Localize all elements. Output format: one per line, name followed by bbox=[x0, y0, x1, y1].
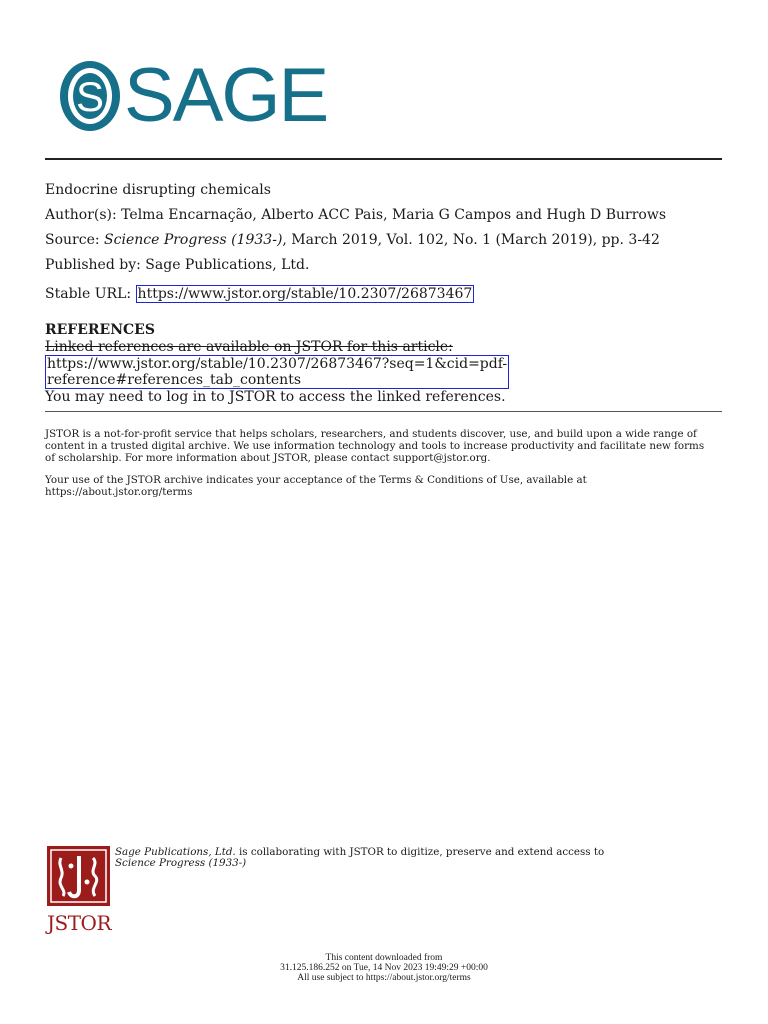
jstor-logo-text: JSTOR bbox=[47, 911, 112, 935]
sage-logo bbox=[58, 53, 328, 138]
section-divider bbox=[45, 411, 722, 412]
publisher-value: Sage Publications, Ltd. bbox=[145, 257, 310, 273]
references-note: You may need to log in to JSTOR to access the linked references. bbox=[45, 389, 506, 405]
collab-journal: Science Progress (1933-) bbox=[115, 857, 247, 869]
article-metadata bbox=[45, 178, 725, 307]
references-section bbox=[45, 339, 735, 405]
publisher-label: Published by: bbox=[45, 257, 141, 273]
header-divider bbox=[45, 158, 722, 160]
footer-line-3: All use subject to https://about.jstor.org/terms bbox=[297, 973, 471, 983]
svg-text:S: S bbox=[75, 73, 105, 120]
source-journal: Science Progress (1933-) bbox=[104, 232, 283, 248]
stable-url-line bbox=[45, 282, 725, 307]
collab-text: is collaborating with JSTOR to digitize, preserve and extend access to bbox=[235, 846, 605, 858]
notice-paragraph-1: JSTOR is a not-for-profit service that helps scholars, researchers, and students discover, use, and build upon a wide range of content in a trusted digital archive. We use information technology and tools to increase productivity and facilitate new forms of scholarship. For more information about JSTOR, please contact support@jstor.org. bbox=[45, 428, 705, 464]
jstor-emblem-icon bbox=[47, 846, 110, 906]
authors-line bbox=[45, 203, 725, 228]
footer-line-1: This content downloaded from bbox=[325, 953, 443, 963]
sage-logo-text: SAGE bbox=[124, 53, 328, 138]
collaboration-statement bbox=[115, 847, 675, 869]
stable-url-label: Stable URL: bbox=[45, 286, 132, 302]
source-details: , March 2019, Vol. 102, No. 1 (March 2019), pp. 3-42 bbox=[282, 232, 660, 248]
references-link-line1[interactable]: https://www.jstor.org/stable/10.2307/26873467?seq=1&cid=pdf- bbox=[47, 356, 508, 372]
authors-label: Author(s): bbox=[45, 207, 117, 223]
stable-url-link[interactable]: https://www.jstor.org/stable/10.2307/26873467 bbox=[137, 286, 473, 302]
article-title: Endocrine disrupting chemicals bbox=[45, 182, 271, 198]
references-link[interactable] bbox=[45, 355, 509, 389]
footer-line-2: 31.125.186.252 on Tue, 14 Nov 2023 19:49:29 +00:00 bbox=[280, 963, 488, 973]
jstor-logo bbox=[47, 846, 110, 935]
sage-s-emblem-icon bbox=[58, 58, 122, 134]
download-footer bbox=[0, 953, 768, 983]
collab-publisher: Sage Publications, Ltd. bbox=[115, 846, 236, 858]
jstor-notice bbox=[45, 428, 705, 508]
references-link-line2[interactable]: reference#references_tab_contents bbox=[47, 372, 302, 388]
source-label: Source: bbox=[45, 232, 100, 248]
authors-value: Telma Encarnação, Alberto ACC Pais, Maria G Campos and Hugh D Burrows bbox=[121, 207, 667, 223]
references-intro: Linked references are available on JSTOR for this article: bbox=[45, 339, 453, 355]
notice-paragraph-2: Your use of the JSTOR archive indicates your acceptance of the Terms & Conditions of Use, available at https://about.jstor.org/terms bbox=[45, 474, 587, 498]
publisher-line bbox=[45, 253, 725, 278]
references-heading: REFERENCES bbox=[45, 322, 155, 338]
source-line bbox=[45, 228, 725, 253]
